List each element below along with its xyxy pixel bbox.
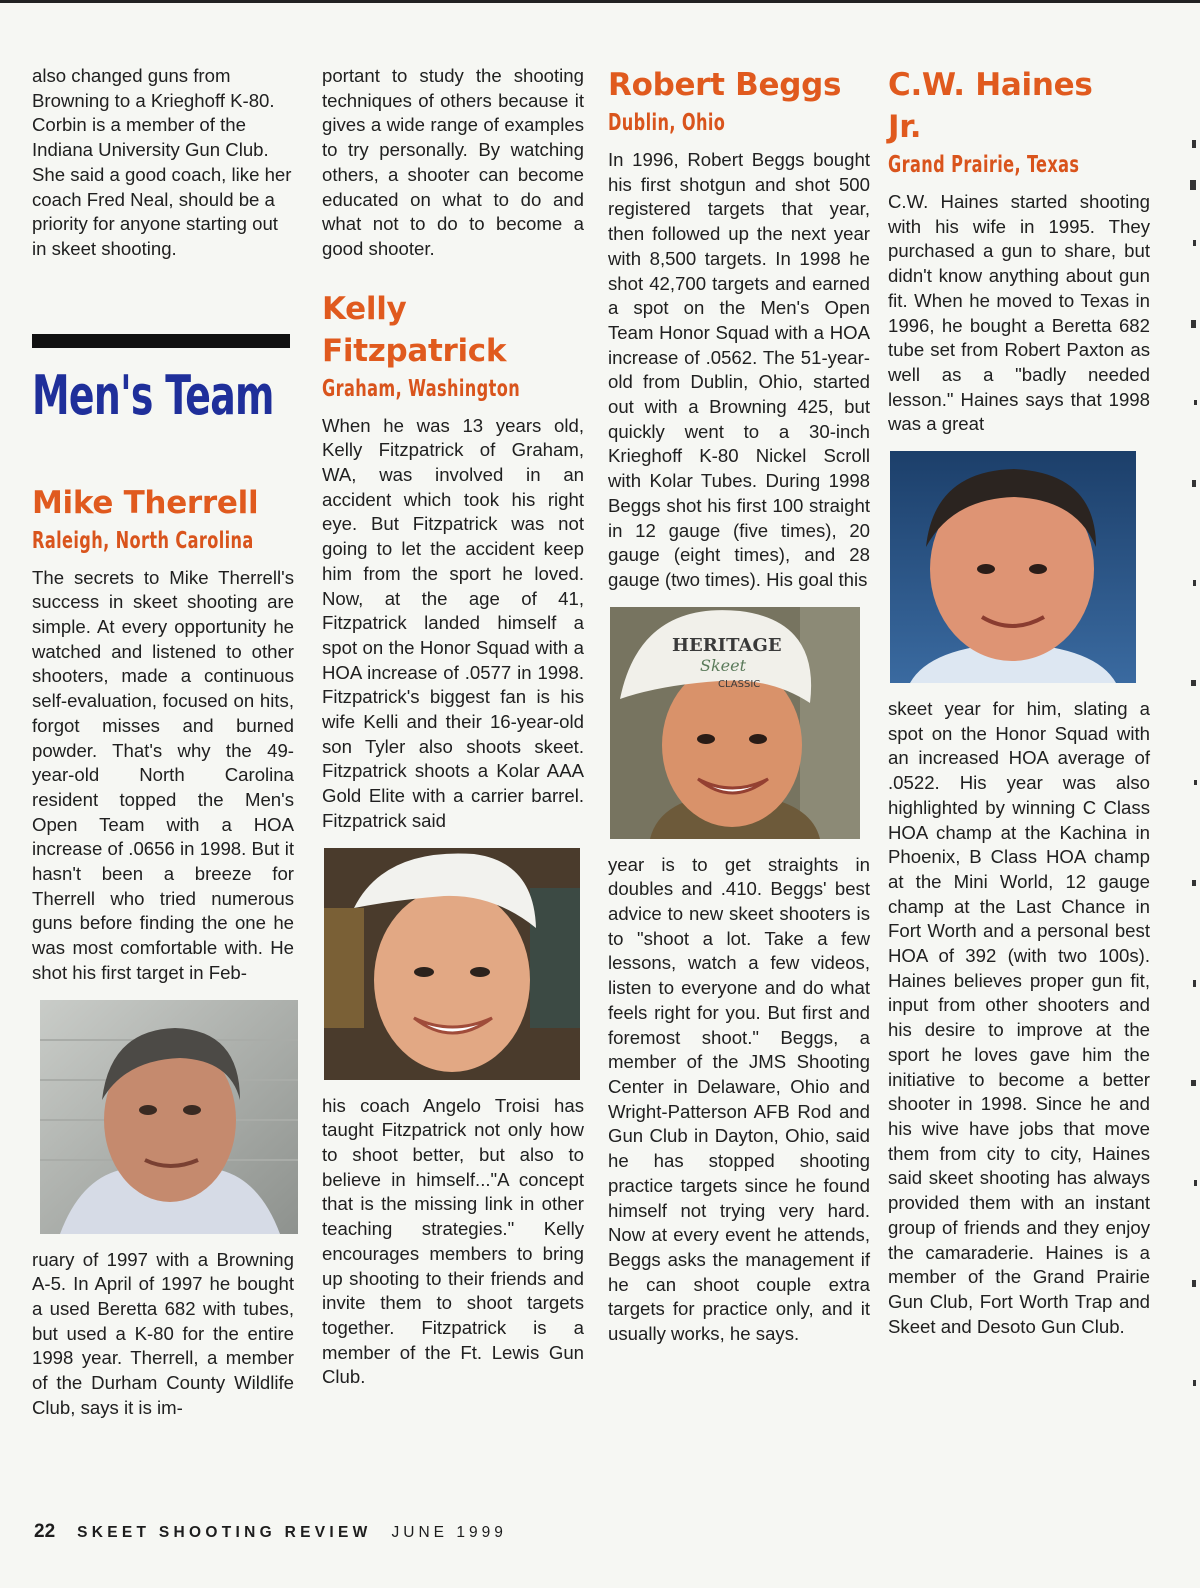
cap-logo-text: HERITAGE [672,634,782,656]
section-title: Men's Team [32,363,274,427]
profile-body-continued: his coach Angelo Troisi has taught Fitzpatrick not only how to shoot better, but also to believe in himself..."A concept that is the missing link in other teaching strategies." Kelly encourages members to bring up shooting to their friends and invite them to shoot targets together. Fitzpatrick is a member of the Ft. Lewis Gun Club. [322,1094,584,1388]
profile-name: Kelly Fitzpatrick [322,290,507,369]
portrait-image [40,1000,298,1234]
cap-logo-text-3: CLASSIC [718,678,761,690]
page-footer [34,1521,507,1545]
profile-location: Graham, Washington [322,375,521,402]
profile-body-continued: ruary of 1997 with a Browning A-5. In April of 1997 he bought a used Beretta 682 with tubes, but used a K-80 for the entire 1998 year. Therrell, a member of the Durham County Wildlife Club, says it is im- [32,1248,294,1418]
photo-kelly-fitzpatrick [324,848,580,1080]
profile-body-continued: year is to get straights in doubles and .410. Beggs' best advice to new skeet shooters is to "shoot a lot. Take a few lessons, watch a few videos, listen to everyone and do what feels right for you. But first and foremost shoot." Beggs, a member of the JMS Shooting Center in Delaware, Ohio and Wright-Patterson AFB Rod and Gun Club in Dayton, Ohio, said he has stopped shooting practice targets since he found himself not trying very hard. Now at every event he attends, Beggs asks the management if he can shoot couple extra targets for practice only, and it usually works, he says. [608,853,870,1345]
magazine-name: SKEET SHOOTING REVIEW [77,1524,372,1541]
portrait-image [610,607,860,839]
profile-name: Robert Beggs [608,67,842,103]
profile-location: Dublin, Ohio [608,110,726,136]
page-number: 22 [34,1521,56,1542]
photo-cw-haines [890,451,1136,683]
column-1 [32,64,294,1421]
profile-name: Mike Therrell [32,484,259,521]
photo-mike-therrell [40,1000,298,1234]
intro-paragraph: portant to study the shooting techniques of others because it gives a wide range of examples to try personally. By watching others, a shooter can become educated on what to do and what not to do to become a good shooter. [322,65,584,259]
profile-body: C.W. Haines started shooting with his wife in 1995. They purchased a gun to share, but didn't know anything about gun fit. When he moved to Texas in 1996, he bought a Beretta 682 tube set from Robert Paxton as well as a "badly needed lesson." Haines says that 1998 was a great [888,191,1150,435]
profile-body: The secrets to Mike Therrell's success in skeet shooting are simple. At every opportunity he watched and listened to other shooters, made a continuous self-evaluation, focused on hits, forgot misses and burned powder. That's why the 49-year-old North Carolina resident topped the Men's Open Team with a HOA increase of .0656 in 1998. But it hasn't been a breeze for Therrell who tried numerous guns before finding the one he was most comfortable with. He shot his first target in Feb- [32,566,294,983]
profile-body-continued: skeet year for him, slating a spot on the Honor Squad with an increased HOA average of .0522. His year was also highlighted by winning C Class HOA champ at the Kachina in Phoenix, B Class HOA champ at the Mini World, 12 gauge champ at the Last Chance in Fort Worth and a personal best HOA of 392 (with two 100s). Haines believes proper gun fit, input from other shooters and his desire to improve at the sport he loves gave him the initiative to become a better shooter in 1998. Since he and his wive have jobs that move them from city to city, Haines said skeet shooting has always provided them with an instant group of friends and they enjoy the camaraderie. Haines is a member of the Grand Prairie Gun Club, Fort Worth Trap and Skeet and Desoto Gun Club. [888,698,1150,1337]
profile-body: In 1996, Robert Beggs bought his first shotgun and shot 500 registered targets that year, then followed up the next year with 8,500 targets. In 1998 he shot 42,700 targets and earned a spot on the Men's Open Team Honor Squad with a HOA increase of .0562. The 51-year-old from Dublin, Ohio, started out with a Browning 425, but quickly went to a 30-inch Krieghoff K-80 Nickel Scroll with Kolar Tubes. During 1998 Beggs shot his first 100 straight in 12 gauge (five times), 20 gauge (eight times), and 28 gauge (two times). His goal this [608,149,870,590]
column-2 [322,64,584,1390]
scan-edge-marks [1186,120,1200,1420]
section-divider-bar [32,334,290,348]
portrait-image [324,848,580,1080]
portrait-image [890,451,1136,683]
profile-body: When he was 13 years old, Kelly Fitzpatrick of Graham, WA, was involved in an accident which took his right eye. But Fitzpatrick was not going to let the accident keep him from the sport he loved. Now, at the age of 41, Fitzpatrick landed himself a spot on the Honor Squad with a HOA increase of .0577 in 1998. Fitzpatrick's biggest fan is his wife Kelli and their 16-year-old son Tyler also shoots skeet. Fitzpatrick shoots a Kolar AAA Gold Elite with a carrier barrel. Fitzpatrick said [322,414,584,831]
column-3 [608,64,870,1347]
profile-location: Grand Prairie, Texas [888,152,1080,178]
top-rule [0,0,1200,3]
profile-location: Raleigh, North Carolina [32,527,254,554]
issue-date: JUNE 1999 [391,1524,507,1541]
cap-logo-text-2: Skeet [700,655,747,675]
column-4 [888,64,1150,1339]
profile-name: C.W. Haines Jr. [888,67,1093,145]
intro-paragraph: also changed guns from Browning to a Krieghoff K-80. Corbin is a member of the Indiana University Gun Club. She said a good coach, like her coach Fred Neal, should be a priority for anyone starting out in skeet shooting. [32,65,292,259]
photo-robert-beggs [610,607,860,839]
